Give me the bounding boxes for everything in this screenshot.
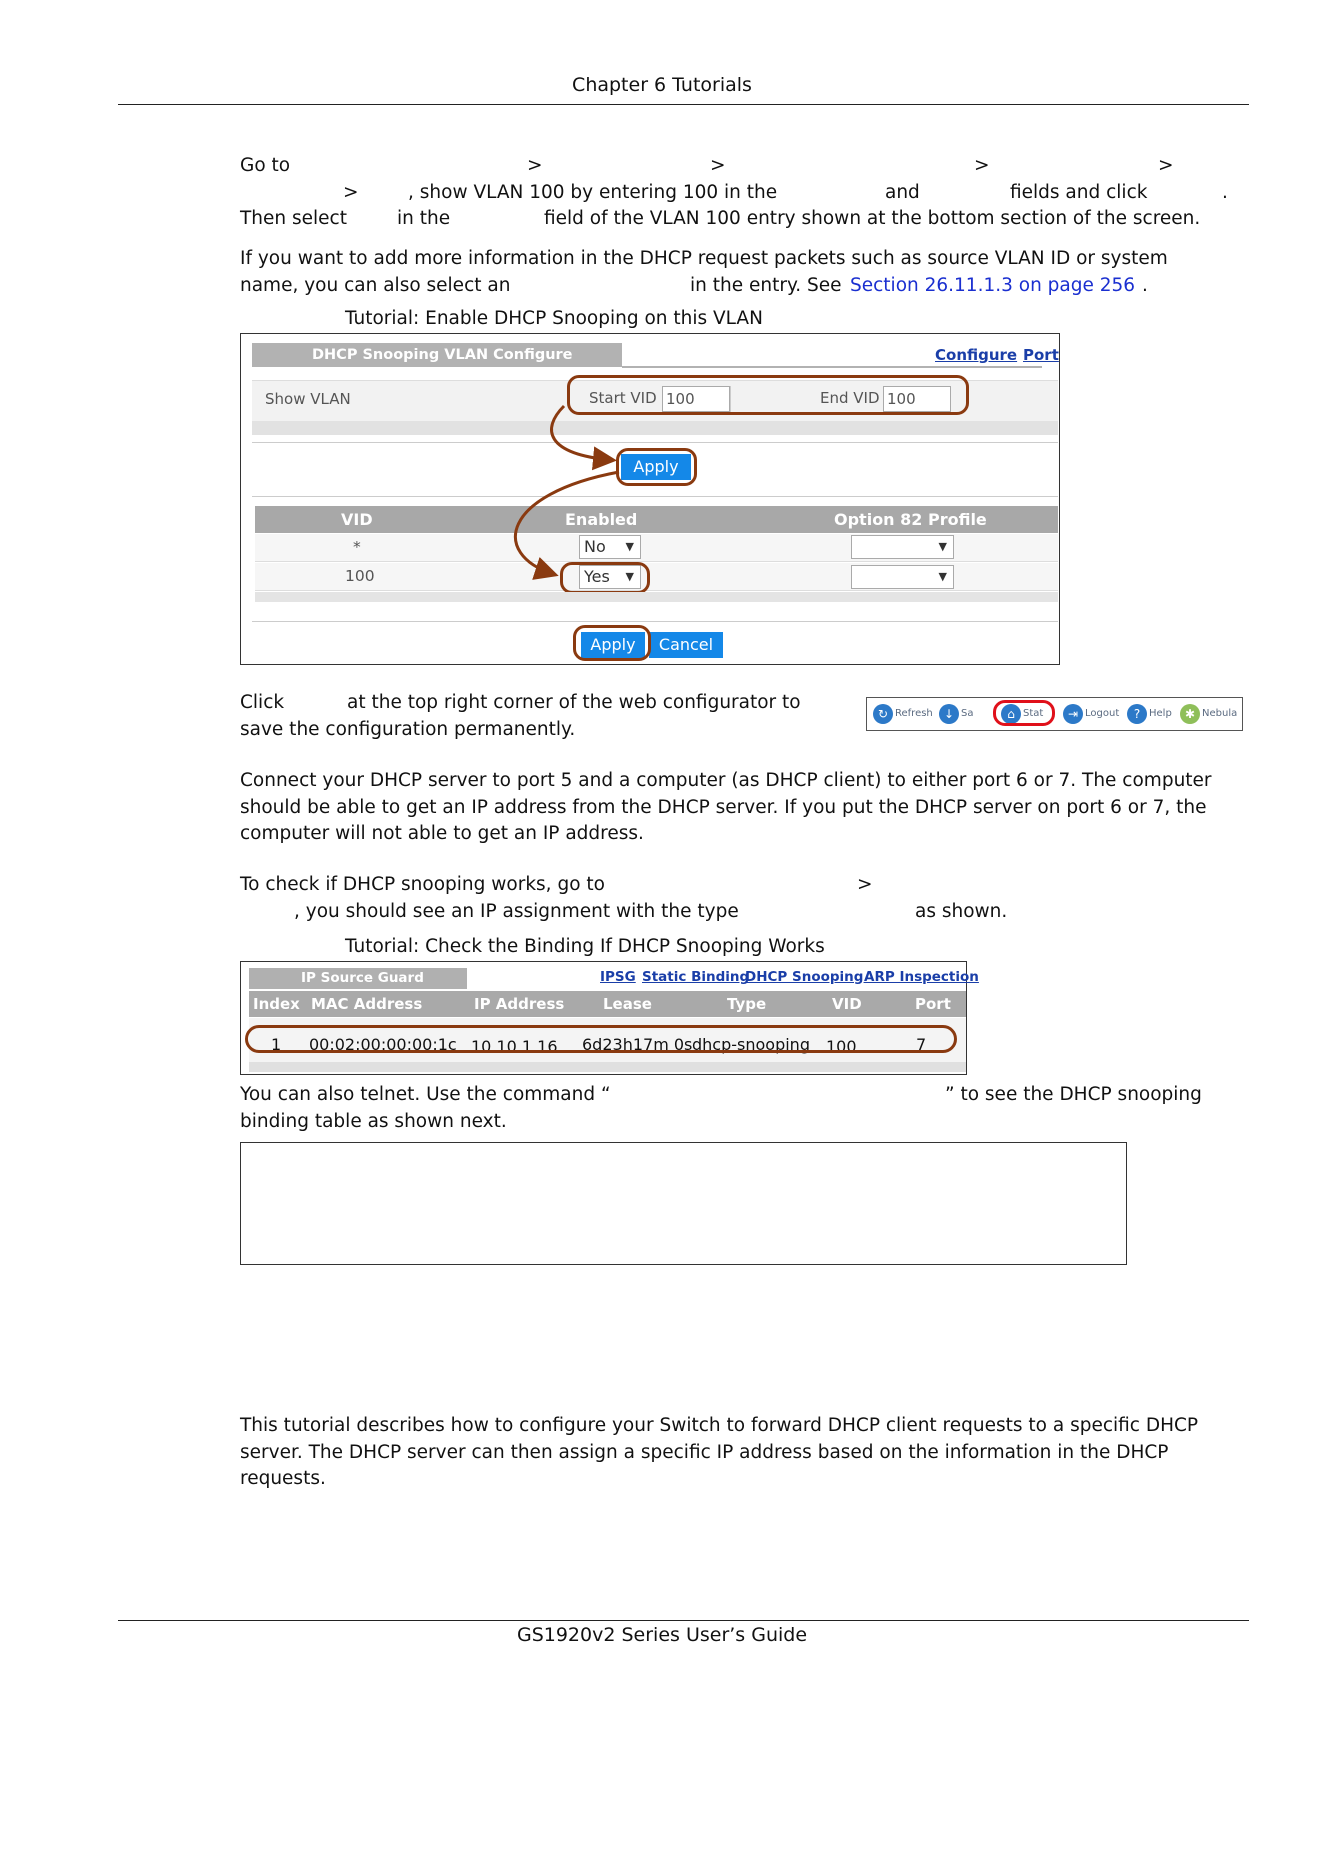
text-then-select: Then select	[240, 208, 347, 229]
col-option82: Option 82 Profile	[834, 510, 987, 529]
chevron-down-icon: ▼	[625, 540, 634, 553]
col-ip: IP Address	[474, 995, 565, 1013]
heading-text: DHCP Snooping VLAN Configure	[312, 347, 573, 363]
text-in-the: in the	[397, 208, 451, 229]
cell-ip: 10.10.1.16	[471, 1037, 558, 1056]
figure1-caption: Tutorial: Enable DHCP Snooping on this VLAN	[345, 308, 763, 329]
cli-output-box	[240, 1142, 1127, 1265]
col-vid: VID	[832, 995, 862, 1013]
text-go-to: Go to	[240, 155, 291, 176]
arrow-to-yes	[515, 472, 619, 574]
text-gt: >	[343, 181, 359, 203]
text-gt: >	[1158, 155, 1174, 176]
text-line: requests.	[240, 1468, 326, 1489]
arrow-to-apply	[552, 406, 611, 460]
select-value: No	[584, 537, 606, 556]
row-vid: *	[353, 538, 361, 556]
page-header-title: Chapter 6 Tutorials	[572, 74, 752, 96]
web-configurator-toolbar	[866, 697, 1243, 731]
option82-paragraph	[240, 246, 1240, 300]
text-period: .	[1222, 181, 1228, 203]
text-and: and	[885, 181, 920, 203]
text-line: at the top right corner of the web configurator to	[347, 692, 801, 713]
section-link[interactable]: Section 26.11.1.3 on page 256	[850, 274, 1136, 296]
text-line: You can also telnet. Use the command “	[240, 1084, 611, 1105]
col-port: Port	[915, 995, 951, 1013]
text-line: server. The DHCP server can then assign a specific IP address based on the information in the DHCP	[240, 1441, 1169, 1463]
footer-title: GS1920v2 Series User’s Guide	[516, 1624, 808, 1646]
text-line: should be able to get an IP address from the DHCP server. If you put the DHCP server on port 6 or 7, the	[240, 796, 1207, 818]
text-line: save the configuration permanently.	[240, 718, 576, 740]
save-icon: ↓	[939, 704, 959, 724]
toolbar-save[interactable]	[939, 704, 973, 724]
logout-icon: ⇥	[1063, 704, 1083, 724]
nebula-icon: ✱	[1180, 704, 1200, 724]
toolbar-label: Stat	[1023, 708, 1044, 719]
text-gt: >	[710, 155, 726, 176]
ipsg-link[interactable]: IPSG	[600, 969, 636, 985]
select-value: Yes	[584, 567, 610, 586]
text-period: .	[1142, 274, 1148, 296]
static-binding-link[interactable]: Static Binding	[642, 969, 750, 985]
ip-source-guard-figure	[240, 961, 979, 1075]
apply-button[interactable]: Apply	[581, 632, 645, 658]
configure-link[interactable]: Configure	[935, 346, 1018, 364]
cell-type: dhcp-snooping	[692, 1035, 810, 1054]
col-lease: Lease	[603, 995, 652, 1013]
text-gt: >	[857, 874, 873, 895]
toolbar-logout[interactable]	[1063, 704, 1119, 724]
toolbar-label: Logout	[1085, 708, 1120, 719]
text-field-of: field of the VLAN 100 entry shown at the bottom section of the screen.	[544, 208, 1201, 229]
tab-label: IP Source Guard	[301, 970, 424, 986]
toolbar-refresh[interactable]	[873, 704, 933, 724]
end-vid-label: End VID	[820, 389, 880, 407]
text-gt: >	[527, 155, 543, 176]
cell-mac: 00:02:00:00:00:1c	[309, 1035, 457, 1054]
text-line: as shown.	[915, 900, 1008, 922]
status-highlight	[993, 700, 1055, 726]
cell-port: 7	[916, 1035, 927, 1054]
col-type: Type	[727, 995, 767, 1013]
col-vid: VID	[341, 510, 373, 529]
instruction-paragraph	[240, 153, 1240, 233]
connect-paragraph	[240, 768, 1240, 848]
apply-button[interactable]: Apply	[621, 454, 691, 480]
dhcp-snooping-vlan-figure	[240, 333, 1060, 665]
binding-table-header	[249, 991, 966, 1017]
text-line: computer will not able to get an IP address.	[240, 823, 644, 844]
binding-row-highlight	[245, 1025, 957, 1053]
table-footer	[249, 1062, 966, 1072]
chevron-down-icon: ▼	[938, 570, 947, 583]
telnet-paragraph	[240, 1082, 1240, 1136]
port-link[interactable]: Port	[1023, 346, 1059, 364]
relay-tutorial-paragraph	[240, 1413, 1240, 1493]
refresh-icon: ↻	[873, 704, 893, 724]
text-line: binding table as shown next.	[240, 1110, 507, 1132]
text-line: To check if DHCP snooping works, go to	[240, 874, 605, 895]
text-show-vlan: , show VLAN 100 by entering 100 in the	[408, 181, 778, 203]
chevron-down-icon: ▼	[938, 540, 947, 553]
toolbar-label: Help	[1149, 708, 1172, 719]
home-icon: ⌂	[1001, 704, 1021, 724]
cancel-button[interactable]: Cancel	[649, 632, 723, 658]
arp-inspection-link[interactable]: ARP Inspection	[864, 969, 979, 985]
row-vid: 100	[345, 567, 375, 585]
col-mac: MAC Address	[311, 995, 423, 1013]
help-icon: ?	[1127, 704, 1147, 724]
cell-index: 1	[271, 1035, 282, 1054]
dhcp-snooping-link[interactable]: DHCP Snooping	[745, 969, 864, 985]
text-line: in the entry. See	[690, 274, 842, 296]
check-paragraph	[240, 872, 1240, 926]
toolbar-nebula[interactable]	[1180, 704, 1237, 724]
toolbar-label: Refresh	[895, 708, 933, 719]
cell-lease: 6d23h17m 0s	[582, 1035, 693, 1054]
footer-rule	[118, 1620, 1249, 1621]
end-vid-input[interactable]: 100	[883, 386, 951, 412]
header-rule	[118, 104, 1249, 105]
text-click: Click	[240, 692, 285, 713]
text-gt: >	[974, 155, 990, 176]
text-fields-click: fields and click	[1010, 181, 1148, 203]
text-line: This tutorial describes how to configure your Switch to forward DHCP client requests to a specific DHCP	[240, 1415, 1199, 1436]
annotation-arrows	[241, 334, 1059, 664]
col-index: Index	[253, 995, 300, 1013]
text-line: Connect your DHCP server to port 5 and a computer (as DHCP client) to either port 6 or 7. The computer	[240, 770, 1212, 791]
show-vlan-label: Show VLAN	[265, 390, 351, 408]
text-line: If you want to add more information in the DHCP request packets such as source VLAN ID or system	[240, 248, 1168, 269]
toolbar-label: Nebula	[1202, 708, 1238, 719]
text-line: ” to see the DHCP snooping	[945, 1084, 1202, 1105]
col-enabled: Enabled	[565, 510, 638, 529]
figure2-caption: Tutorial: Check the Binding If DHCP Snooping Works	[345, 936, 825, 957]
start-vid-input[interactable]: 100	[662, 386, 730, 412]
toolbar-help[interactable]	[1127, 704, 1172, 724]
ip-source-guard-tab	[249, 968, 467, 989]
start-vid-label: Start VID	[589, 389, 657, 407]
cell-vid: 100	[826, 1037, 857, 1056]
toolbar-label: Sa	[961, 708, 974, 719]
chevron-down-icon: ▼	[625, 570, 634, 583]
text-line: , you should see an IP assignment with the type	[294, 900, 739, 922]
text-line: name, you can also select an	[240, 274, 511, 296]
